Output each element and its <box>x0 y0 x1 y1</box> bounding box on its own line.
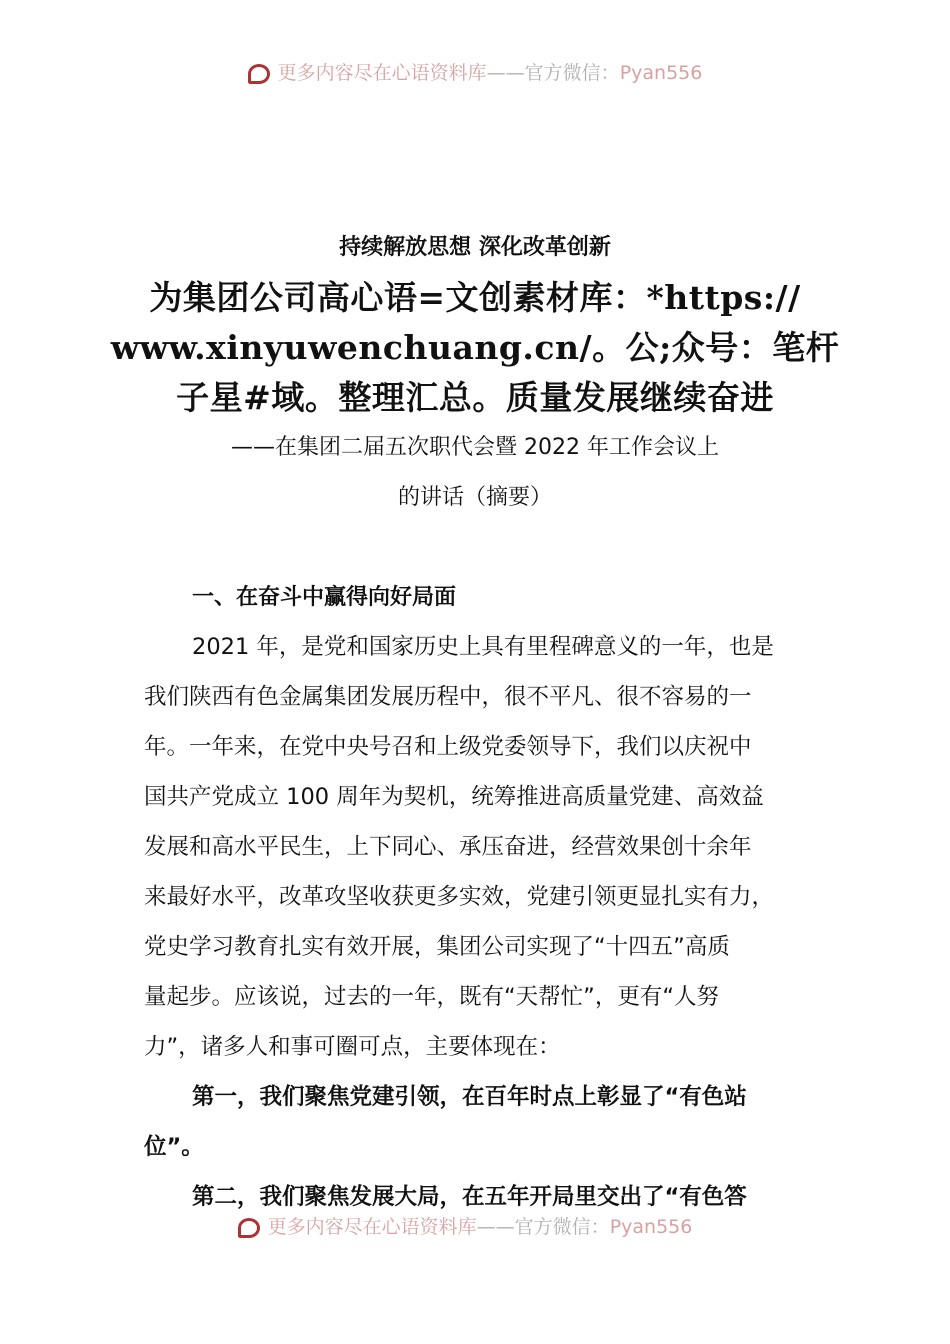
doc-title-line: 为集团公司高心语=文创素材库：*https:// <box>149 278 801 317</box>
doc-title-line: 子星#域。整理汇总。质量发展继续奋进 <box>176 378 774 417</box>
point-line: 位”。 <box>144 1134 204 1160</box>
point-line: 第一，我们聚焦党建引领，在百年时点上彰显了“有色站 <box>192 1084 747 1110</box>
watermark-id: Pyan556 <box>619 62 703 84</box>
paragraph-line: 党史学习教育扎实有效开展，集团公司实现了“十四五”高质 <box>144 934 730 960</box>
section-heading: 一、在奋斗中赢得向好局面 <box>192 585 457 610</box>
logo-icon <box>248 64 270 84</box>
paragraph-line: 来最好水平，改革攻坚收获更多实效，党建引领更显扎实有力， <box>144 884 775 910</box>
paragraph-line: 2021 年，是党和国家历史上具有里程碑意义的一年，也是 <box>192 634 774 660</box>
watermark-text: 更多内容尽在心语资料库 <box>267 1216 477 1238</box>
watermark-footer <box>0 1210 940 1239</box>
speech-subtitle-line: 的讲话（摘要） <box>397 485 552 510</box>
paragraph-line: 力”，诸多人和事可圈可点，主要体现在： <box>144 1034 561 1060</box>
watermark-id: Pyan556 <box>609 1216 693 1238</box>
doc-subtitle: 持续解放思想 深化改革创新 <box>339 235 611 260</box>
paragraph-line: 年。一年来，在党中央号召和上级党委领导下，我们以庆祝中 <box>144 734 752 760</box>
paragraph-line: 国共产党成立 100 周年为契机，统筹推进高质量党建、高效益 <box>144 784 764 810</box>
watermark-header <box>0 58 950 85</box>
paragraph-line: 量起步。应该说，过去的一年，既有“天帮忙”，更有“人努 <box>144 984 719 1010</box>
speech-subtitle-line: ——在集团二届五次职代会暨 2022 年工作会议上 <box>231 435 719 460</box>
logo-icon <box>238 1218 260 1238</box>
watermark-contact-label: ——官方微信： <box>486 62 620 84</box>
point-line: 第二，我们聚焦发展大局，在五年开局里交出了“有色答 <box>192 1184 747 1210</box>
watermark-contact-label: ——官方微信： <box>476 1216 610 1238</box>
watermark-text: 更多内容尽在心语资料库 <box>277 62 487 84</box>
paragraph-line: 我们陕西有色金属集团发展历程中，很不平凡、很不容易的一 <box>144 684 752 710</box>
doc-title-line: www.xinyuwenchuang.cn/。公;众号：笔杆 <box>110 328 840 367</box>
paragraph-line: 发展和高水平民生，上下同心、承压奋进，经营效果创十余年 <box>144 834 752 860</box>
